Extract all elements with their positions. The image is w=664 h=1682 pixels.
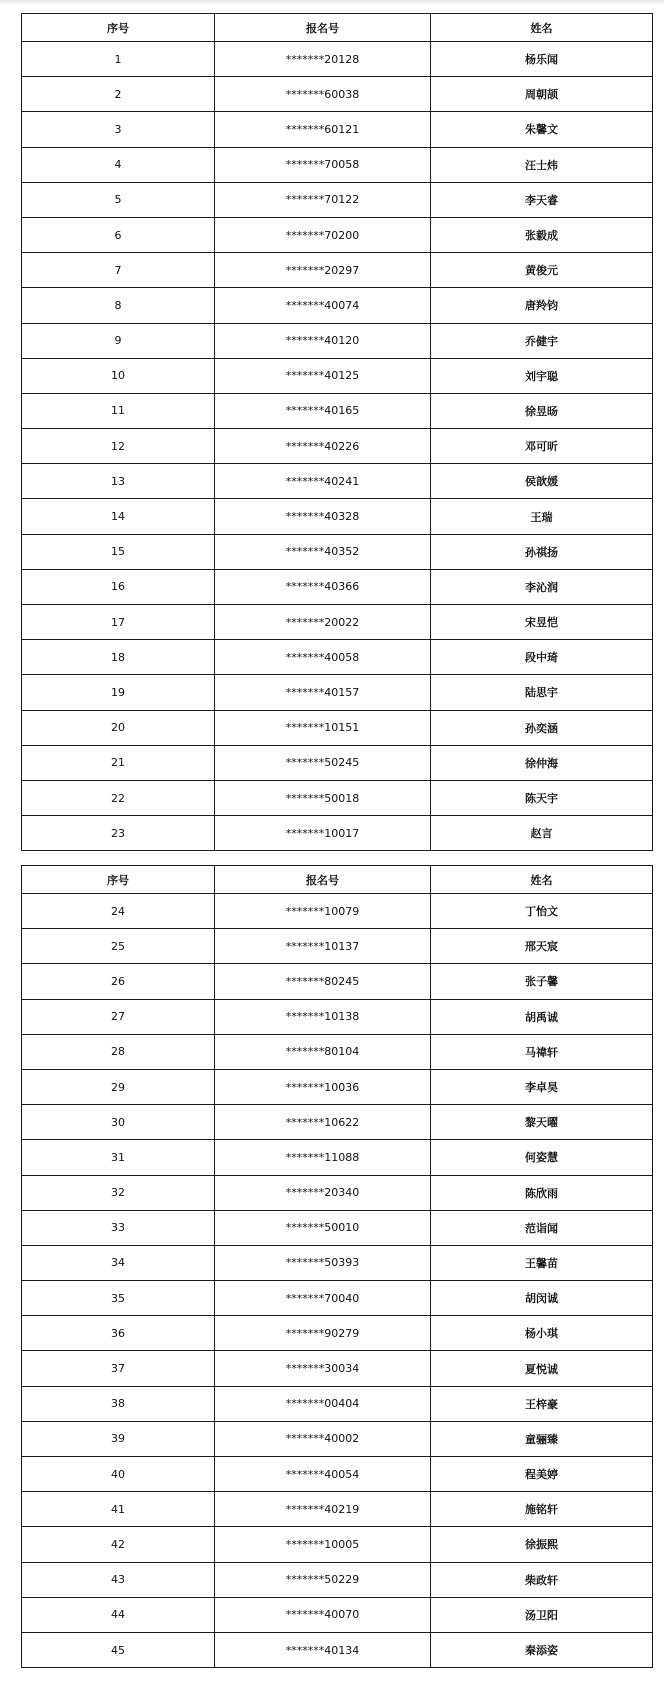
cell-name: 王馨苗 xyxy=(431,1245,653,1280)
table-row xyxy=(22,605,653,640)
header-reg: 报名号 xyxy=(215,866,431,894)
cell-name: 徐昱旸 xyxy=(431,393,653,428)
cell-name: 程美婷 xyxy=(431,1457,653,1492)
cell-name: 李天睿 xyxy=(431,182,653,217)
cell-seq: 19 xyxy=(22,675,215,710)
cell-reg: *******10151 xyxy=(215,710,431,745)
table-row xyxy=(22,464,653,499)
cell-name: 邓可昕 xyxy=(431,429,653,464)
cell-name: 张毅成 xyxy=(431,217,653,252)
table-row xyxy=(22,1175,653,1210)
cell-name: 徐振熙 xyxy=(431,1527,653,1562)
cell-reg: *******40134 xyxy=(215,1632,431,1667)
cell-reg: *******30034 xyxy=(215,1351,431,1386)
table-row xyxy=(22,217,653,252)
cell-reg: *******40074 xyxy=(215,288,431,323)
cell-name: 汪士炜 xyxy=(431,147,653,182)
table-row xyxy=(22,147,653,182)
cell-seq: 30 xyxy=(22,1105,215,1140)
table-row xyxy=(22,253,653,288)
cell-reg: *******90279 xyxy=(215,1316,431,1351)
cell-name: 胡禹诚 xyxy=(431,999,653,1034)
cell-seq: 38 xyxy=(22,1386,215,1421)
table-row xyxy=(22,323,653,358)
cell-reg: *******10005 xyxy=(215,1527,431,1562)
table-row xyxy=(22,1140,653,1175)
cell-name: 朱馨文 xyxy=(431,112,653,147)
table-row xyxy=(22,640,653,675)
cell-seq: 22 xyxy=(22,780,215,815)
cell-seq: 42 xyxy=(22,1527,215,1562)
cell-name: 范诣闻 xyxy=(431,1210,653,1245)
cell-name: 宋昱恺 xyxy=(431,605,653,640)
cell-reg: *******70200 xyxy=(215,217,431,252)
table-row xyxy=(22,569,653,604)
cell-seq: 40 xyxy=(22,1457,215,1492)
header-name: 姓名 xyxy=(431,866,653,894)
cell-name: 刘宇聪 xyxy=(431,358,653,393)
table-row xyxy=(22,1632,653,1667)
cell-reg: *******40070 xyxy=(215,1597,431,1632)
table-row xyxy=(22,780,653,815)
table-row xyxy=(22,112,653,147)
table-row xyxy=(22,1210,653,1245)
table-row xyxy=(22,1105,653,1140)
table-row xyxy=(22,1562,653,1597)
cell-seq: 13 xyxy=(22,464,215,499)
cell-name: 丁怡文 xyxy=(431,894,653,929)
table-row xyxy=(22,929,653,964)
cell-seq: 10 xyxy=(22,358,215,393)
cell-reg: *******40120 xyxy=(215,323,431,358)
cell-seq: 23 xyxy=(22,816,215,851)
table-row xyxy=(22,1281,653,1316)
cell-name: 李沁润 xyxy=(431,569,653,604)
cell-seq: 31 xyxy=(22,1140,215,1175)
cell-reg: *******20297 xyxy=(215,253,431,288)
cell-reg: *******10079 xyxy=(215,894,431,929)
cell-reg: *******20128 xyxy=(215,42,431,77)
table-header-row xyxy=(22,14,653,42)
roster-table-1 xyxy=(21,13,653,851)
cell-name: 胡闵诚 xyxy=(431,1281,653,1316)
cell-name: 陈欣雨 xyxy=(431,1175,653,1210)
cell-seq: 24 xyxy=(22,894,215,929)
cell-reg: *******20022 xyxy=(215,605,431,640)
table-row xyxy=(22,999,653,1034)
cell-name: 童骊臻 xyxy=(431,1421,653,1456)
cell-name: 唐羚钧 xyxy=(431,288,653,323)
cell-seq: 4 xyxy=(22,147,215,182)
cell-reg: *******40054 xyxy=(215,1457,431,1492)
cell-seq: 14 xyxy=(22,499,215,534)
table-row xyxy=(22,1386,653,1421)
cell-seq: 9 xyxy=(22,323,215,358)
cell-name: 乔健宇 xyxy=(431,323,653,358)
cell-seq: 43 xyxy=(22,1562,215,1597)
cell-name: 黄俊元 xyxy=(431,253,653,288)
cell-name: 陈天宇 xyxy=(431,780,653,815)
table-row xyxy=(22,429,653,464)
table-body-2 xyxy=(22,894,653,1668)
cell-seq: 17 xyxy=(22,605,215,640)
table-row xyxy=(22,1527,653,1562)
cell-name: 邢天宸 xyxy=(431,929,653,964)
table-row xyxy=(22,1245,653,1280)
cell-reg: *******10137 xyxy=(215,929,431,964)
table-row xyxy=(22,534,653,569)
cell-name: 夏悦诚 xyxy=(431,1351,653,1386)
cell-seq: 34 xyxy=(22,1245,215,1280)
cell-name: 周朝颉 xyxy=(431,77,653,112)
cell-reg: *******40219 xyxy=(215,1492,431,1527)
cell-reg: *******70122 xyxy=(215,182,431,217)
cell-name: 张子馨 xyxy=(431,964,653,999)
roster-table-2 xyxy=(21,865,653,1668)
table-body-1 xyxy=(22,42,653,851)
cell-reg: *******40058 xyxy=(215,640,431,675)
cell-seq: 32 xyxy=(22,1175,215,1210)
table-row xyxy=(22,894,653,929)
cell-name: 徐仲海 xyxy=(431,745,653,780)
table-row xyxy=(22,499,653,534)
cell-name: 汤卫阳 xyxy=(431,1597,653,1632)
header-seq: 序号 xyxy=(22,866,215,894)
cell-seq: 27 xyxy=(22,999,215,1034)
cell-reg: *******40241 xyxy=(215,464,431,499)
table-row xyxy=(22,358,653,393)
cell-name: 何姿慧 xyxy=(431,1140,653,1175)
cell-reg: *******50245 xyxy=(215,745,431,780)
cell-seq: 11 xyxy=(22,393,215,428)
cell-seq: 26 xyxy=(22,964,215,999)
cell-seq: 1 xyxy=(22,42,215,77)
cell-seq: 12 xyxy=(22,429,215,464)
table-row xyxy=(22,1351,653,1386)
cell-name: 王瑞 xyxy=(431,499,653,534)
cell-seq: 15 xyxy=(22,534,215,569)
cell-seq: 16 xyxy=(22,569,215,604)
cell-name: 王梓豪 xyxy=(431,1386,653,1421)
cell-seq: 20 xyxy=(22,710,215,745)
cell-name: 杨小琪 xyxy=(431,1316,653,1351)
cell-reg: *******00404 xyxy=(215,1386,431,1421)
table-row xyxy=(22,1492,653,1527)
cell-reg: *******40352 xyxy=(215,534,431,569)
cell-name: 赵言 xyxy=(431,816,653,851)
table-row xyxy=(22,288,653,323)
cell-reg: *******40328 xyxy=(215,499,431,534)
table-row xyxy=(22,964,653,999)
cell-reg: *******40002 xyxy=(215,1421,431,1456)
table-row xyxy=(22,710,653,745)
cell-reg: *******50018 xyxy=(215,780,431,815)
cell-seq: 21 xyxy=(22,745,215,780)
cell-seq: 6 xyxy=(22,217,215,252)
cell-name: 李卓昊 xyxy=(431,1069,653,1104)
cell-reg: *******20340 xyxy=(215,1175,431,1210)
cell-seq: 18 xyxy=(22,640,215,675)
cell-seq: 7 xyxy=(22,253,215,288)
header-seq: 序号 xyxy=(22,14,215,42)
cell-name: 孙祺扬 xyxy=(431,534,653,569)
cell-seq: 5 xyxy=(22,182,215,217)
cell-name: 马禕轩 xyxy=(431,1034,653,1069)
table-row xyxy=(22,1316,653,1351)
cell-reg: *******10017 xyxy=(215,816,431,851)
cell-reg: *******70058 xyxy=(215,147,431,182)
cell-reg: *******80104 xyxy=(215,1034,431,1069)
table-row xyxy=(22,816,653,851)
table-row xyxy=(22,1069,653,1104)
cell-reg: *******50229 xyxy=(215,1562,431,1597)
header-reg: 报名号 xyxy=(215,14,431,42)
table-row xyxy=(22,182,653,217)
cell-reg: *******40157 xyxy=(215,675,431,710)
cell-reg: *******40366 xyxy=(215,569,431,604)
table-row xyxy=(22,1034,653,1069)
cell-reg: *******70040 xyxy=(215,1281,431,1316)
cell-reg: *******10622 xyxy=(215,1105,431,1140)
cell-seq: 8 xyxy=(22,288,215,323)
cell-seq: 2 xyxy=(22,77,215,112)
cell-reg: *******40226 xyxy=(215,429,431,464)
cell-name: 柴政轩 xyxy=(431,1562,653,1597)
page-top-edge xyxy=(0,0,664,5)
cell-reg: *******10138 xyxy=(215,999,431,1034)
cell-seq: 44 xyxy=(22,1597,215,1632)
cell-name: 杨乐闻 xyxy=(431,42,653,77)
cell-seq: 33 xyxy=(22,1210,215,1245)
header-name: 姓名 xyxy=(431,14,653,42)
table-row xyxy=(22,77,653,112)
cell-reg: *******60121 xyxy=(215,112,431,147)
table-row xyxy=(22,675,653,710)
cell-seq: 35 xyxy=(22,1281,215,1316)
cell-reg: *******40125 xyxy=(215,358,431,393)
table-header-row xyxy=(22,866,653,894)
cell-name: 陆思宇 xyxy=(431,675,653,710)
cell-reg: *******10036 xyxy=(215,1069,431,1104)
cell-seq: 39 xyxy=(22,1421,215,1456)
cell-name: 秦添姿 xyxy=(431,1632,653,1667)
cell-seq: 37 xyxy=(22,1351,215,1386)
cell-seq: 41 xyxy=(22,1492,215,1527)
cell-reg: *******80245 xyxy=(215,964,431,999)
cell-reg: *******50393 xyxy=(215,1245,431,1280)
cell-reg: *******60038 xyxy=(215,77,431,112)
cell-reg: *******11088 xyxy=(215,1140,431,1175)
cell-name: 黎天曜 xyxy=(431,1105,653,1140)
cell-seq: 29 xyxy=(22,1069,215,1104)
cell-seq: 25 xyxy=(22,929,215,964)
cell-reg: *******50010 xyxy=(215,1210,431,1245)
cell-seq: 28 xyxy=(22,1034,215,1069)
cell-reg: *******40165 xyxy=(215,393,431,428)
table-row xyxy=(22,1597,653,1632)
cell-seq: 3 xyxy=(22,112,215,147)
cell-name: 孙奕涵 xyxy=(431,710,653,745)
table-row xyxy=(22,1421,653,1456)
cell-name: 段中琦 xyxy=(431,640,653,675)
table-row xyxy=(22,1457,653,1492)
cell-seq: 36 xyxy=(22,1316,215,1351)
table-row xyxy=(22,393,653,428)
table-row xyxy=(22,42,653,77)
cell-name: 侯歆媛 xyxy=(431,464,653,499)
cell-seq: 45 xyxy=(22,1632,215,1667)
table-row xyxy=(22,745,653,780)
cell-name: 施铭轩 xyxy=(431,1492,653,1527)
